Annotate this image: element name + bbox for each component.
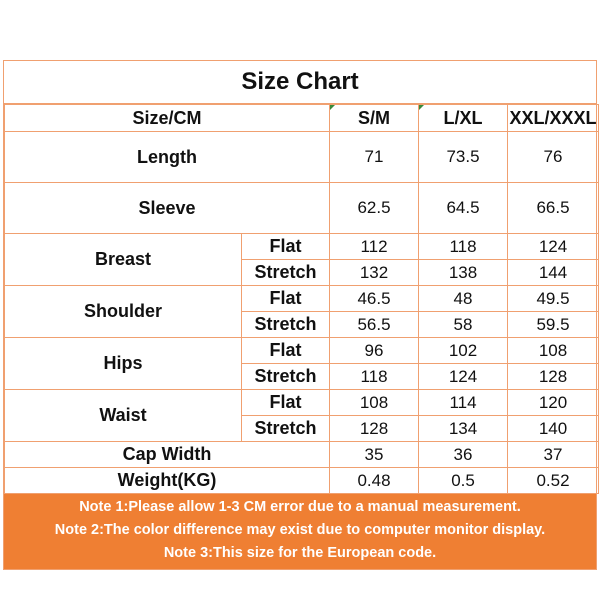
table-row-sleeve (5, 183, 599, 234)
cell-value: 46.5 (330, 286, 419, 312)
table-row-shoulder-flat (5, 286, 599, 312)
cell-value: 66.5 (508, 183, 599, 234)
table-row-weight (5, 468, 599, 494)
sub-label-stretch: Stretch (242, 312, 330, 338)
row-label-waist: Waist (5, 390, 242, 442)
cell-value: 76 (508, 132, 599, 183)
cell-value: 102 (419, 338, 508, 364)
cell-value: 35 (330, 442, 419, 468)
row-label-length: Length (5, 132, 330, 183)
table-row-cap-width (5, 442, 599, 468)
notes-banner (4, 494, 596, 569)
cell-value: 0.48 (330, 468, 419, 494)
row-label-weight: Weight(KG) (5, 468, 330, 494)
sub-label-flat: Flat (242, 234, 330, 260)
row-label-breast: Breast (5, 234, 242, 286)
cell-value: 96 (330, 338, 419, 364)
table-row-breast-flat (5, 234, 599, 260)
cell-value: 0.52 (508, 468, 599, 494)
column-header-xxl: XXL/XXXL (508, 105, 599, 132)
sub-label-stretch: Stretch (242, 364, 330, 390)
cell-value: 132 (330, 260, 419, 286)
cell-value: 128 (330, 416, 419, 442)
sub-label-stretch: Stretch (242, 416, 330, 442)
cell-value: 59.5 (508, 312, 599, 338)
cell-value: 37 (508, 442, 599, 468)
cell-value: 112 (330, 234, 419, 260)
size-chart (3, 60, 597, 570)
sub-label-flat: Flat (242, 390, 330, 416)
cell-value: 64.5 (419, 183, 508, 234)
sub-label-flat: Flat (242, 338, 330, 364)
cell-value: 36 (419, 442, 508, 468)
cell-value: 73.5 (419, 132, 508, 183)
cell-value: 49.5 (508, 286, 599, 312)
size-header: Size/CM (5, 105, 330, 132)
cell-value: 114 (419, 390, 508, 416)
cell-value: 118 (330, 364, 419, 390)
note-line: Note 2:The color difference may exist due to computer monitor display. (54, 522, 546, 538)
cell-value: 138 (419, 260, 508, 286)
cell-value: 134 (419, 416, 508, 442)
chart-title: Size Chart (4, 61, 596, 104)
note-line: Note 3:This size for the European code. (163, 545, 437, 561)
cell-value: 124 (419, 364, 508, 390)
cell-value: 62.5 (330, 183, 419, 234)
cell-value: 120 (508, 390, 599, 416)
cell-value: 56.5 (330, 312, 419, 338)
cell-value: 108 (330, 390, 419, 416)
cell-value: 48 (419, 286, 508, 312)
row-label-shoulder: Shoulder (5, 286, 242, 338)
table-row-length (5, 132, 599, 183)
table-row-hips-flat (5, 338, 599, 364)
column-header-sm: S/M (330, 105, 419, 132)
cell-value: 140 (508, 416, 599, 442)
note-line: Note 1:Please allow 1-3 CM error due to a manual measurement. (79, 499, 521, 515)
cell-value: 144 (508, 260, 599, 286)
cell-value: 118 (419, 234, 508, 260)
row-label-cap-width: Cap Width (5, 442, 330, 468)
column-header-lxl: L/XL (419, 105, 508, 132)
table-row-waist-flat (5, 390, 599, 416)
cell-value: 0.5 (419, 468, 508, 494)
header-row (5, 105, 599, 132)
cell-value: 108 (508, 338, 599, 364)
cell-value: 128 (508, 364, 599, 390)
sub-label-flat: Flat (242, 286, 330, 312)
row-label-sleeve: Sleeve (5, 183, 330, 234)
size-table (4, 104, 599, 494)
row-label-hips: Hips (5, 338, 242, 390)
cell-value: 71 (330, 132, 419, 183)
sub-label-stretch: Stretch (242, 260, 330, 286)
cell-value: 58 (419, 312, 508, 338)
cell-value: 124 (508, 234, 599, 260)
